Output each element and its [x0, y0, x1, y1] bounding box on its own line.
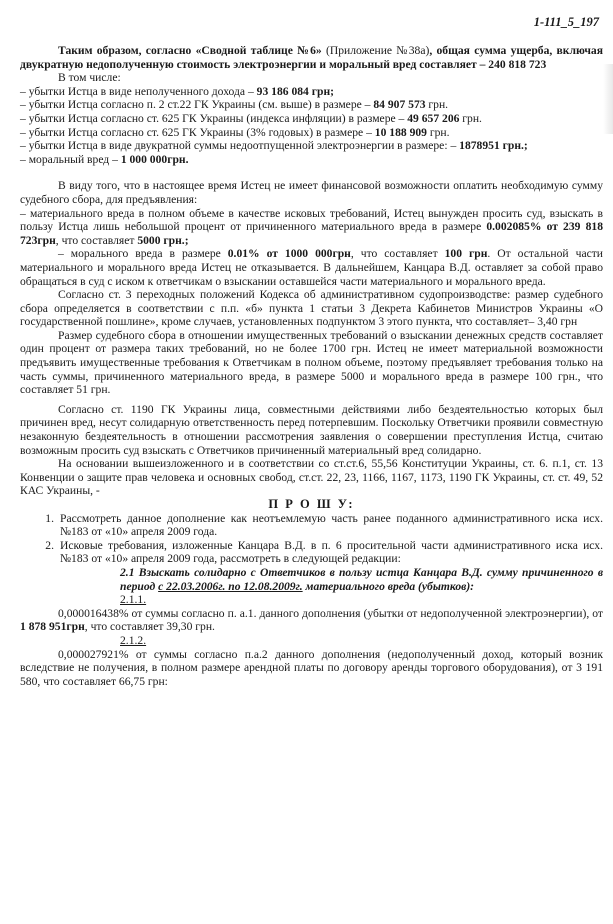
page-fold-shadow [603, 64, 613, 134]
subclause-number-1: 2.1.1. [120, 593, 147, 607]
paragraph-court-fee-rule: Согласно ст. 3 переходных положений Кодекса об административном судопроизводстве: размер судебного сбора определяется в соответствии с п.п. «б» пункта 1 статьи 3 Декрета Кабинетов Министров Украины «О государственной пошлине», кроме случаев, установленных подпунктом 3 этого пункта, что составляет– 3,40 грн [20, 288, 603, 329]
request-item: 1. Рассмотреть данное дополнение как неотъемлемую часть ранее поданного административного иска исх. №183 от «10» апреля 2009 года. [45, 511, 603, 539]
damage-item: – убытки Истца согласно ст. 625 ГК Украины (3% годовых) в размере – 10 188 909 грн. [20, 125, 450, 139]
paragraph-moral-damage: – морального вреда в размере 0.01% от 1000 000грн, что составляет 100 грн. От остальной части материального и морального вреда Истец не отказывается. В дальнейшем, Канцара В.Д. оставляет за собой право обращаться в суд с иском к ответчикам о взыскании оставшейся части материального и морального вреда. [20, 247, 604, 288]
summary-bold-a: Таким образом, согласно «Сводной таблице №6» [58, 44, 326, 57]
paragraph-solidary-liability: Согласно ст. 1190 ГК Украины лица, совместными действиями либо бездеятельностью которых был причинен вред, несут солидарную ответственность перед потерпевшим. Поскольку Ответчики проявили совместную незаконную бездеятельность в отношении рассмотрения заявления о совершении преступления Истца, считаю возможным просить суд взыскать с Ответчиков причиненный материальный вред солидарно. [20, 402, 603, 457]
subclause-number-2: 2.1.2. [120, 633, 147, 647]
summary-bold-c: , общая сумма ущерба, включая двукратную недополученную стоимость электроэнергии и моральный вред составляет – 240 818 723 [20, 44, 604, 71]
paragraph-court-fee-size: Размер судебного сбора в отношении имущественных требований о взыскании денежных средств составляет один процент от размера таких требований, но не более 1700 грн. Истец не имеет материальной возможности предъявить имущественные требования к Ответчикам в полном объеме, поэтому предъявляет требования только на часть суммы, причиненного материального вреда, в размере 5000 и морального вреда в размере 100 грн., что составляет 51 грн. [20, 328, 603, 397]
damage-item: – убытки Истца согласно п. 2 ст.22 ГК Украины (см. выше) в размере – 84 907 573 грн. [20, 98, 449, 112]
including-label: В том числе: [58, 71, 121, 85]
subclause-text-2: 0,000027921% от суммы согласно п.а.2 данного дополнения (недополученный доход, который возник вследствие не получения, в полном размере арендной платы по договору аренды торгового оборудования), от 3 191 580, что составляет 66,75 грн: [20, 647, 603, 688]
request-heading: П Р О Ш У: [268, 497, 355, 511]
damage-item: – моральный вред – 1 000 000грн. [20, 152, 189, 166]
summary-paragraph [20, 44, 603, 71]
paragraph-material-damage: – материального вреда в полном объеме в качестве исковых требований, Истец вынужден просить суд, взыскать в пользу Истца лишь небольшой процент от причиненного материального вреда в размере 0.002085% от 239 818 723грн, что составляет 5000 грн.; [20, 206, 603, 247]
damages-list [20, 85, 603, 167]
page-number: 1-111_5_197 [533, 15, 599, 29]
request-list [20, 512, 603, 566]
damage-item: – убытки Истца в виде двукратной суммы недоотпущенной электроэнергии в размере: – 1878951 грн.; [20, 139, 528, 153]
document-body [20, 44, 603, 688]
damage-item: – убытки Истца согласно ст. 625 ГК Украины (индекса инфляции) в размере – 49 657 206 грн. [20, 111, 482, 125]
request-item: 2. Исковые требования, изложенные Канцара В.Д. в п. 6 просительной части административного иска исх. №183 от «10» апреля 2009 года, рассмотреть в следующей редакции: [45, 538, 603, 566]
summary-appendix-ref: (Приложение №38а) [325, 44, 430, 57]
paragraph-legal-basis: На основании вышеизложенного и в соответствии со ст.ст.6, 55,56 Конституции Украины, ст. 6. п.1, ст. 13 Конвенции о защите прав человека и основных свобод, ст.ст. 22, 23, 1166, 1167, 1173, 1190 ГК Украины, ст. ст. 49, 52 КАС Украины, - [20, 457, 603, 498]
paragraph-financial: В виду того, что в настоящее время Истец не имеет финансовой возможности оплатить необходимую сумму судебного сбора, для предъявления: [20, 179, 603, 206]
damage-item: – убытки Истца в виде неполученного дохода – 93 186 084 грн; [20, 84, 334, 98]
subclause-text-1: 0,000016438% от суммы согласно п. а.1. данного дополнения (убытки от недополученной электроэнергии), от 1 878 951грн, что составляет 39,30 грн. [20, 606, 603, 634]
claim-paragraph: 2.1 Взыскать солидарно с Ответчиков в пользу истца Канцара В.Д. сумму причиненного в период с 22.03.2006г. по 12.08.2009г. материального вреда (убытков): [120, 565, 603, 593]
